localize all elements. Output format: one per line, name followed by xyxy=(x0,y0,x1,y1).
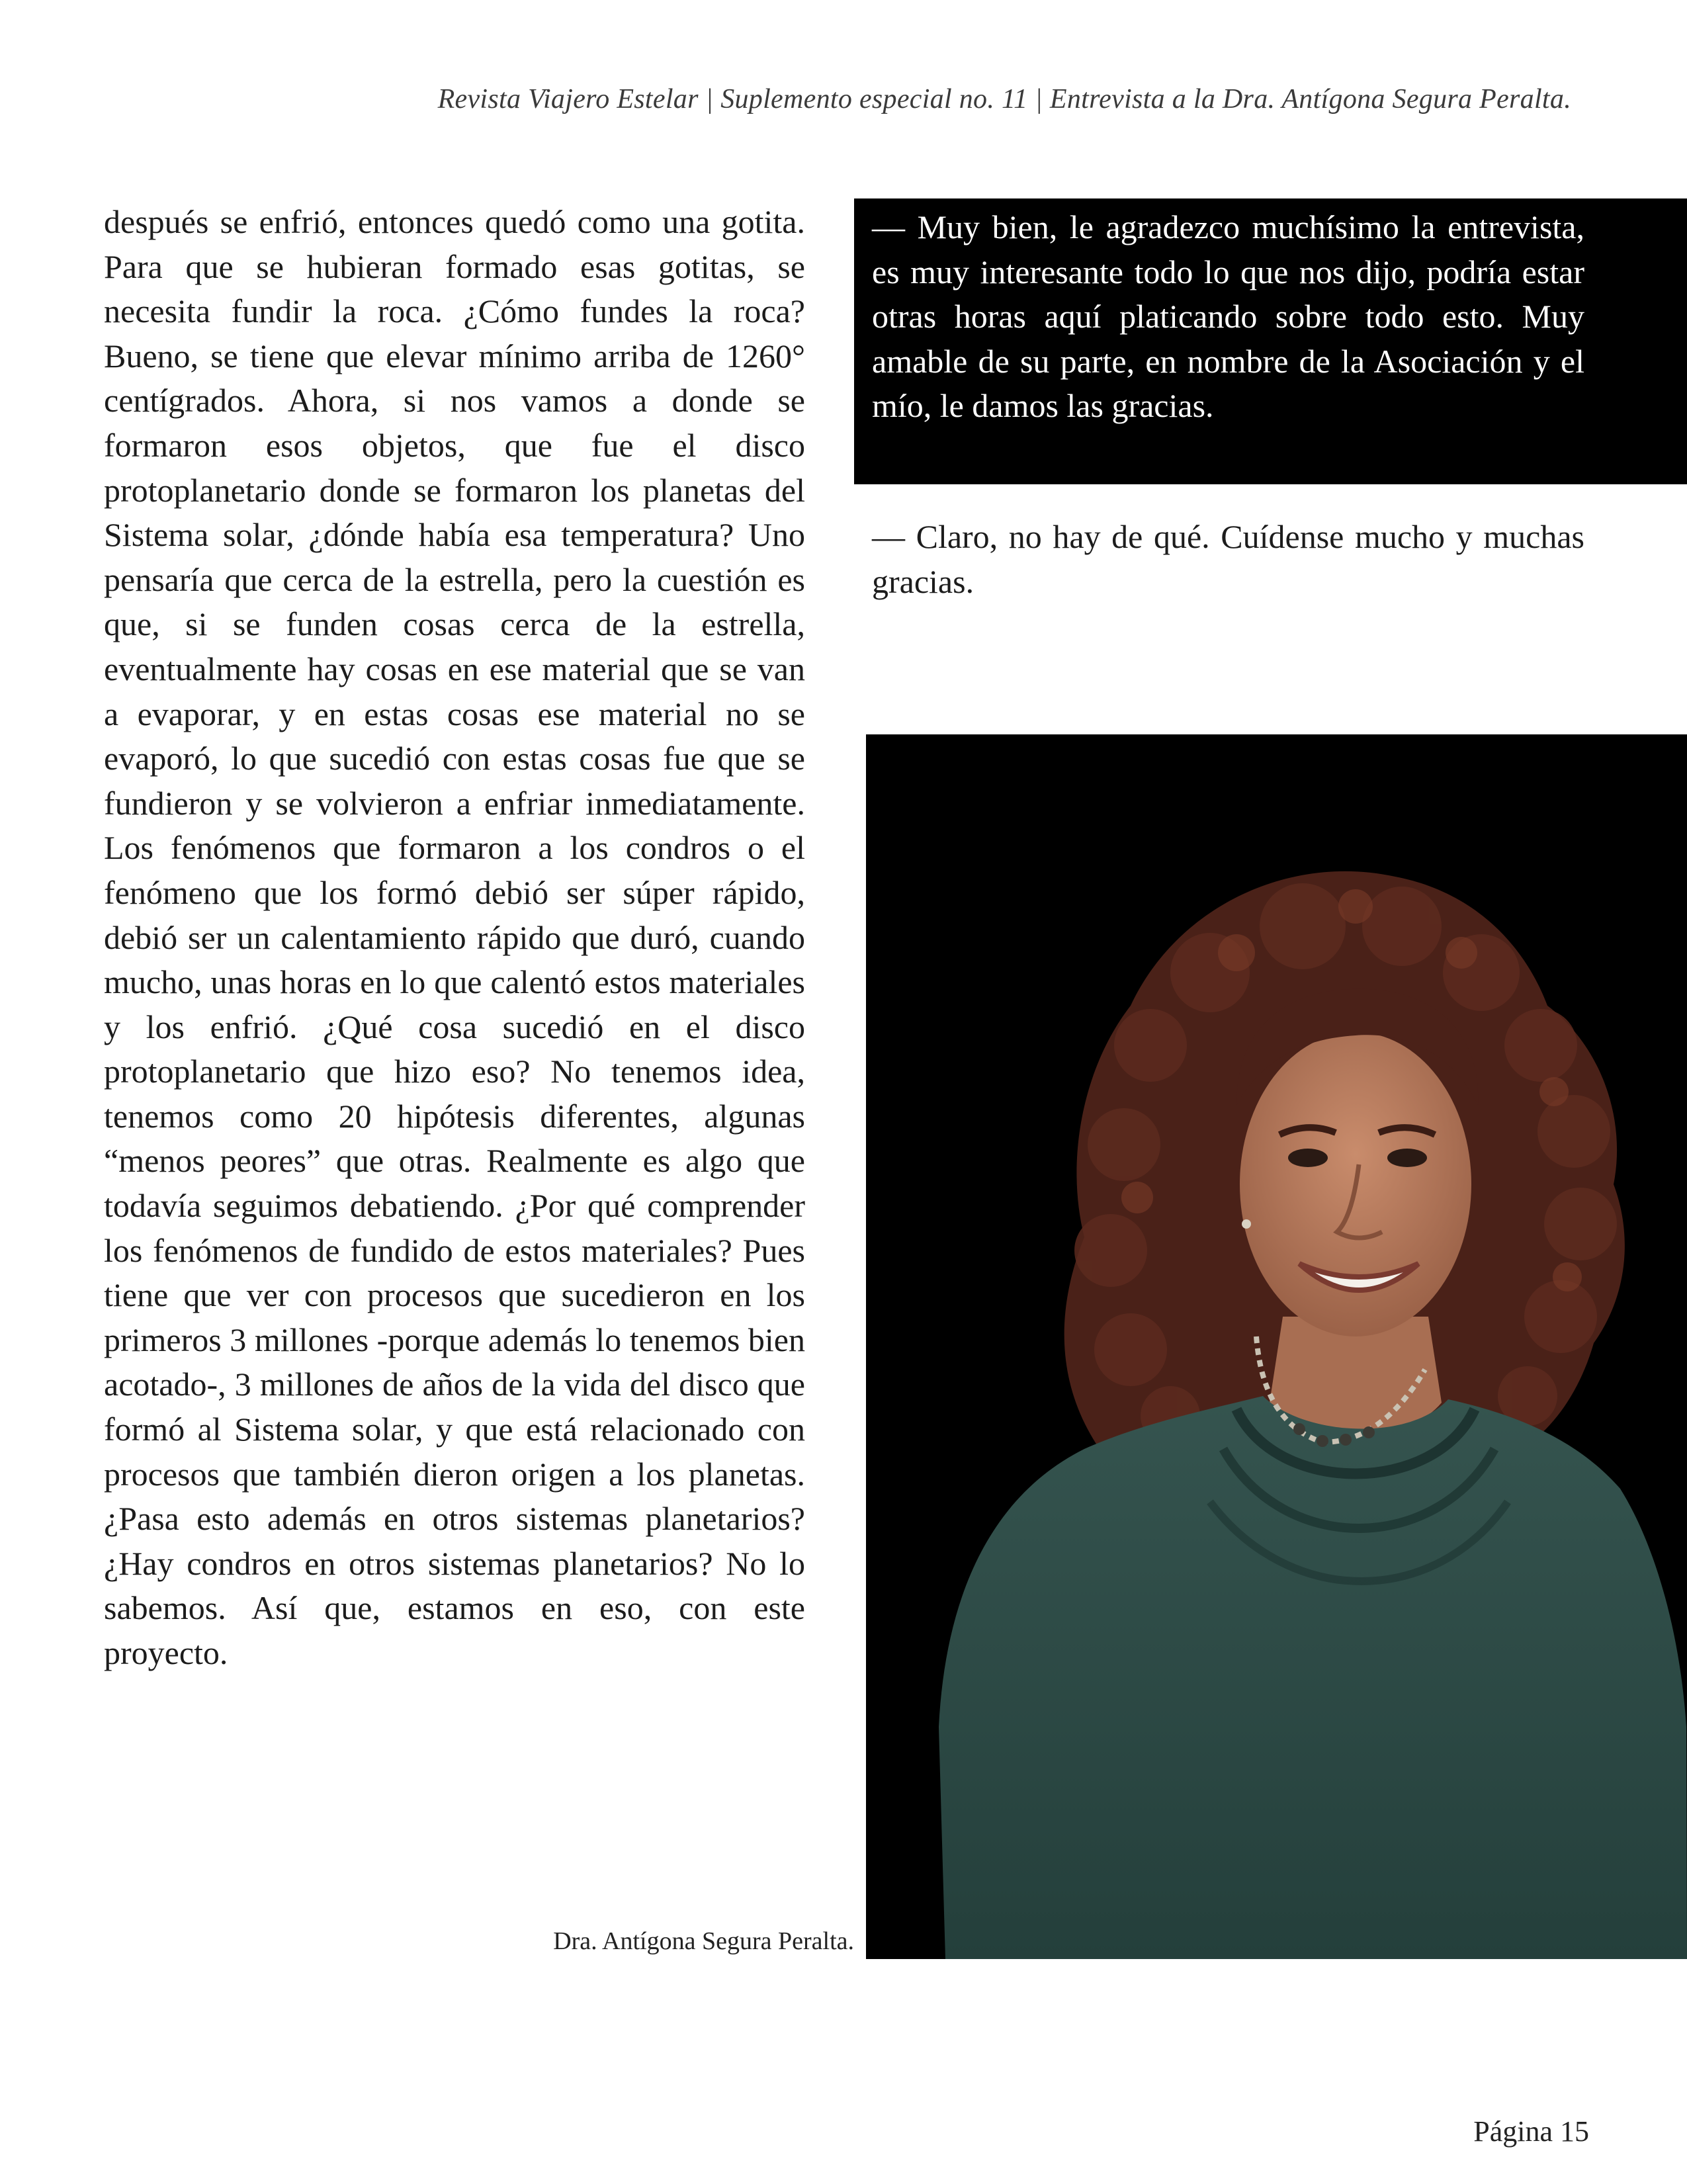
interviewer-closing-box xyxy=(854,198,1687,484)
portrait-photo xyxy=(866,734,1687,1959)
page-number: Página 15 xyxy=(1473,2115,1589,2148)
interviewer-closing-text: — Muy bien, le agradezco muchísimo la entrevista, es muy interesante todo lo que nos dijo, podría estar otras horas aquí platicando sobre todo esto. Muy amable de su parte, en nombre de la Asociación y el mío, le damos las gracias. xyxy=(872,208,1584,425)
photo-caption: Dra. Antígona Segura Peralta. xyxy=(553,1927,854,1955)
article-paragraph: después se enfrió, entonces quedó como una gotita. Para que se hubieran formado esas gotitas, se necesita fundir la roca. ¿Cómo fundes la roca? Bueno, se tiene que elevar mínimo arriba de 1260° centígrados. Ahora, si nos vamos a donde se formaron esos objetos, que fue el disco protoplanetario donde se formaron los planetas del Sistema solar, ¿dónde había esa temperatura? Uno pensaría que cerca de la estrella, pero la cuestión es que, si se funden cosas cerca de la estrella, eventualmente hay cosas en ese material que se van a evaporar, y en estas cosas ese material no se evaporó, lo que sucedió con estas cosas fue que se fundieron y se volvieron a enfriar inmediatamente. Los fenómenos que formaron a los condros o el fenómeno que los formó debió ser súper rápido, debió ser un calentamiento rápido que duró, cuando mucho, unas horas en lo que calentó estos materiales y los enfrió. ¿Qué cosa sucedió en el disco protoplanetario que hizo eso? No tenemos idea, tenemos como 20 hipótesis diferentes, algunas “menos peores” que otras. Realmente es algo que todavía seguimos debatiendo. ¿Por qué comprender los fenómenos de fundido de estos materiales? Pues tiene que ver con procesos que sucedieron en los primeros 3 millones -porque además lo tenemos bien acotado-, 3 millones de años de la vida del disco que formó al Sistema solar, y que está relacionado con procesos que también dieron origen a los planetas. ¿Pasa esto además en otros sistemas planetarios? ¿Hay condros en otros sistemas planetarios? No lo sabemos. Así que, estamos en eso, con este proyecto. xyxy=(104,203,805,1671)
interviewee-closing-answer: — Claro, no hay de qué. Cuídense mucho y muchas gracias. xyxy=(872,518,1584,600)
sweater xyxy=(939,1396,1687,1959)
portrait-illustration xyxy=(866,734,1687,1959)
left-eye xyxy=(1288,1149,1328,1167)
running-header: Revista Viajero Estelar | Suplemento especial no. 11 | Entrevista a la Dra. Antígona Segura Peralta. xyxy=(437,84,1571,114)
right-eye xyxy=(1387,1149,1427,1167)
earring xyxy=(1242,1219,1251,1229)
article-body-left-column xyxy=(104,200,805,1676)
